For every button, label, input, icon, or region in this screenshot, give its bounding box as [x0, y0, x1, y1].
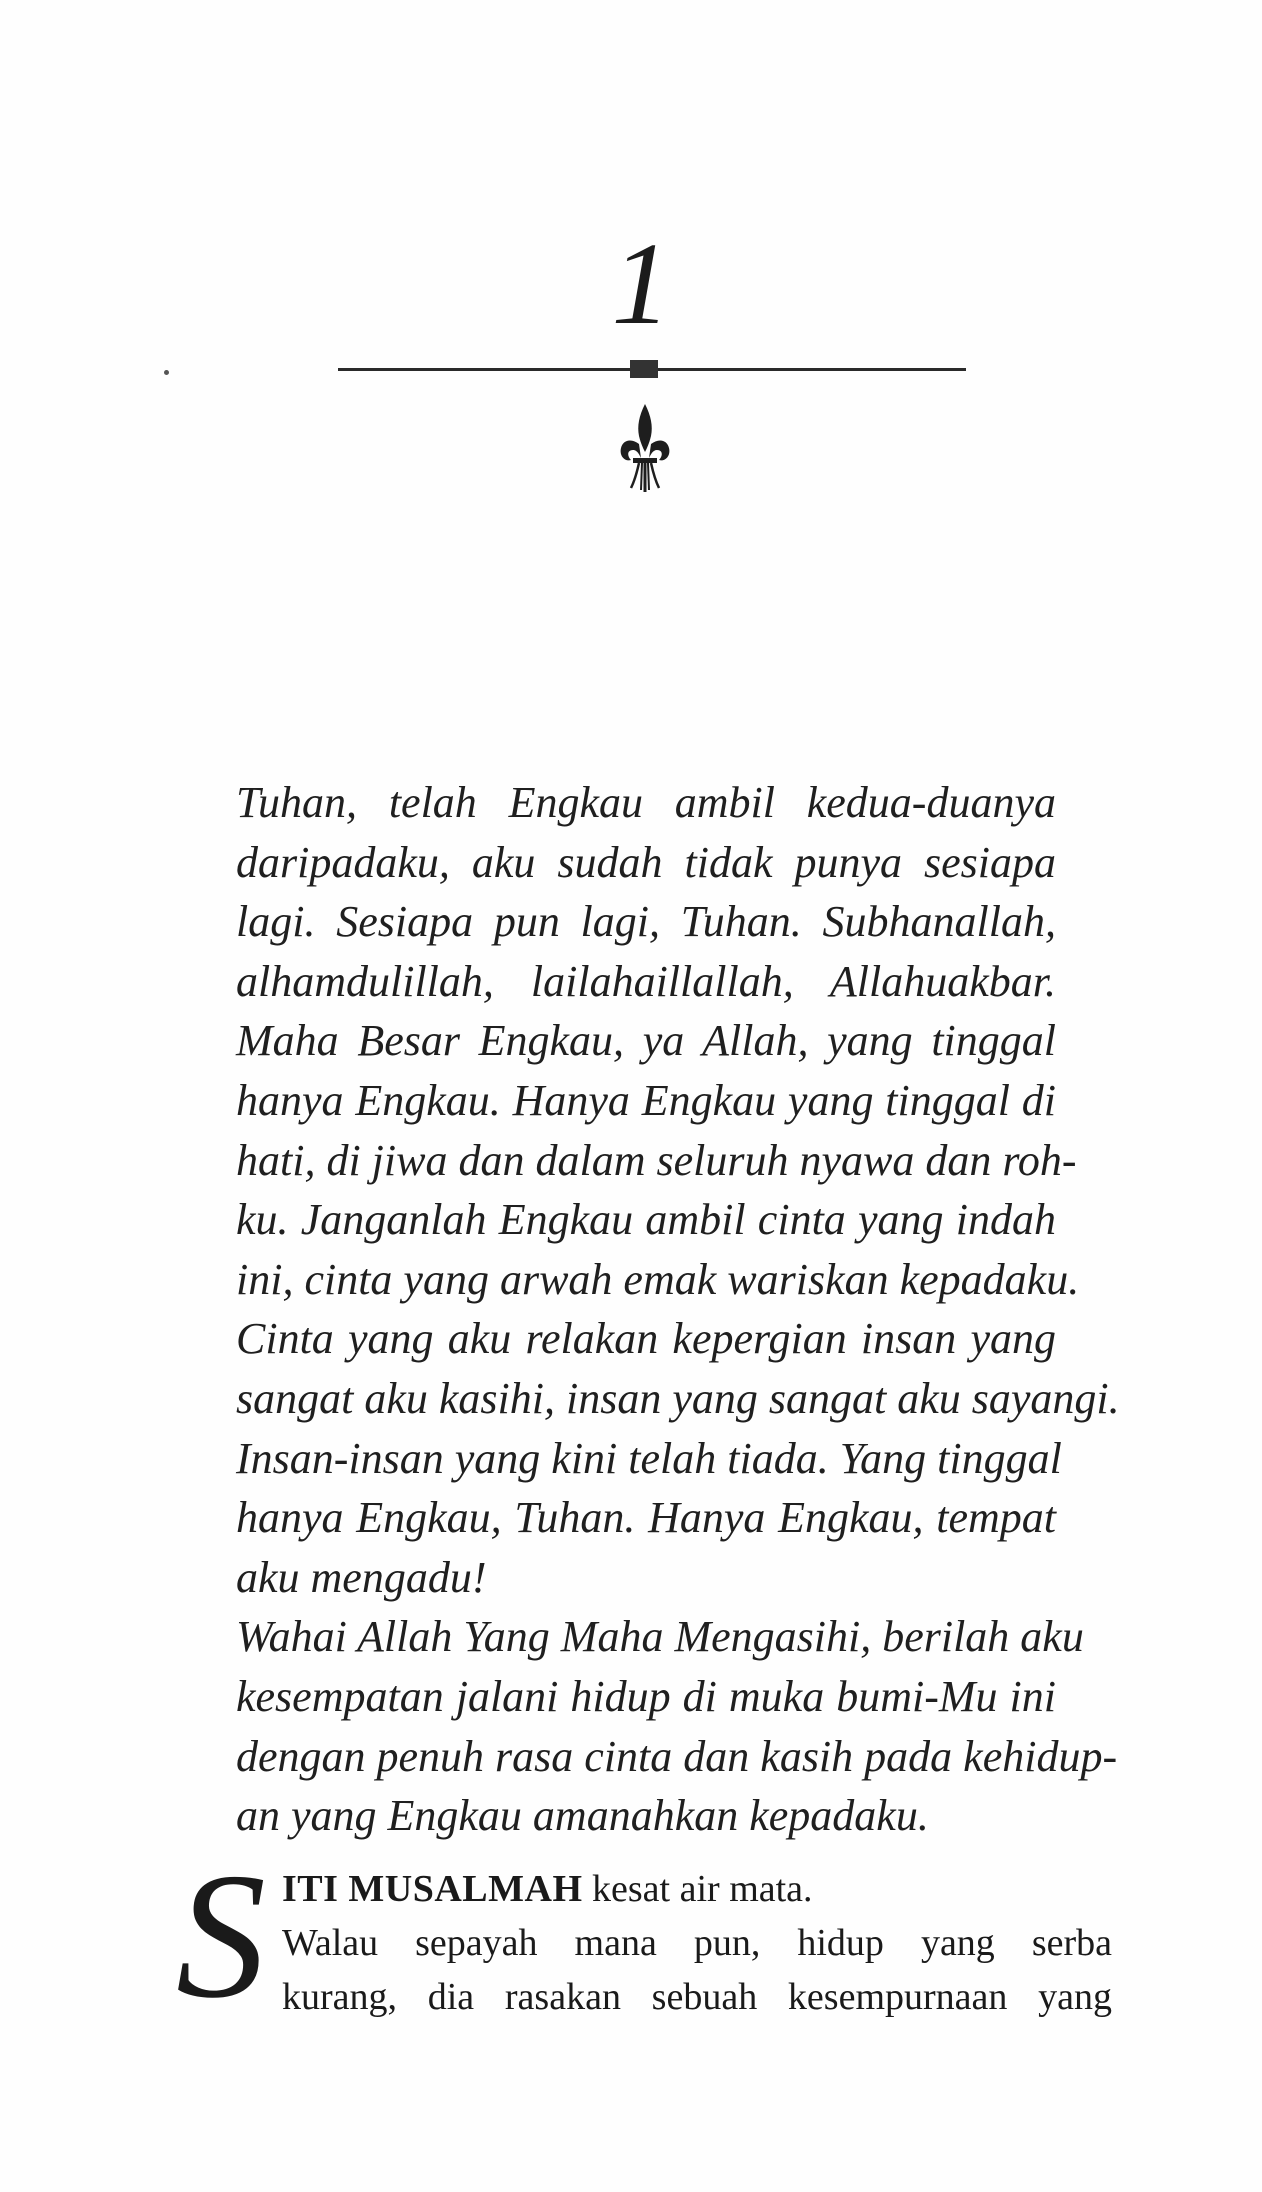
prayer-line: dengan penuh rasa cinta dan kasih pada kehidup-: [236, 1731, 1118, 1781]
prayer-line: ku. Janganlah Engkau ambil cinta yang indah: [236, 1195, 1056, 1245]
prayer-line: alhamdulillah, lailahaillallah, Allahuakbar.: [236, 956, 1056, 1006]
scan-speck: [164, 370, 169, 375]
prayer-line: daripadaku, aku sudah tidak punya sesiapa: [236, 837, 1056, 887]
prayer-line: Insan-insan yang kini telah tiada. Yang tinggal: [236, 1433, 1062, 1483]
prayer-line: ini, cinta yang arwah emak wariskan kepadaku.: [236, 1254, 1080, 1304]
prayer-line: Cinta yang aku relakan kepergian insan yang: [236, 1314, 1056, 1364]
narrative-paragraph: [282, 1862, 1112, 2024]
drop-cap: S: [176, 1836, 266, 2035]
narrative-first-line-rest: kesat air mata.: [582, 1868, 813, 1910]
narrative-line: Walau sepayah mana pun, hidup yang serba: [282, 1922, 1112, 1964]
prayer-epigraph: [236, 773, 1120, 1846]
prayer-line: kesempatan jalani hidup di muka bumi-Mu ini: [236, 1671, 1056, 1721]
narrative-line: kurang, dia rasakan sebuah kesempurnaan yang: [282, 1976, 1112, 2018]
prayer-paragraph-1: [236, 773, 1120, 1607]
prayer-line: sangat aku kasihi, insan yang sangat aku sayangi.: [236, 1373, 1120, 1423]
prayer-line: hanya Engkau, Tuhan. Hanya Engkau, tempat: [236, 1493, 1056, 1543]
prayer-line: hati, di jiwa dan dalam seluruh nyawa dan roh-: [236, 1135, 1077, 1185]
narrative-first-line: [282, 1862, 1112, 1916]
chapter-rule-center-block: [630, 360, 658, 378]
narrative-lead-caps: ITI MUSALMAH: [282, 1868, 583, 1910]
prayer-line: lagi. Sesiapa pun lagi, Tuhan. Subhanallah,: [236, 897, 1056, 947]
prayer-line: hanya Engkau. Hanya Engkau yang tinggal di: [236, 1075, 1056, 1125]
prayer-line: Wahai Allah Yang Maha Mengasihi, berilah aku: [236, 1612, 1084, 1662]
prayer-line: aku mengadu!: [236, 1552, 487, 1602]
prayer-line: Tuhan, telah Engkau ambil kedua-duanya: [236, 778, 1056, 827]
chapter-number: 1: [611, 218, 671, 349]
fleur-de-lis-icon: [617, 400, 673, 496]
prayer-paragraph-2: [236, 1607, 1118, 1845]
prayer-line: Maha Besar Engkau, ya Allah, yang tinggal: [236, 1016, 1056, 1066]
prayer-line: an yang Engkau amanahkan kepadaku.: [236, 1791, 929, 1841]
